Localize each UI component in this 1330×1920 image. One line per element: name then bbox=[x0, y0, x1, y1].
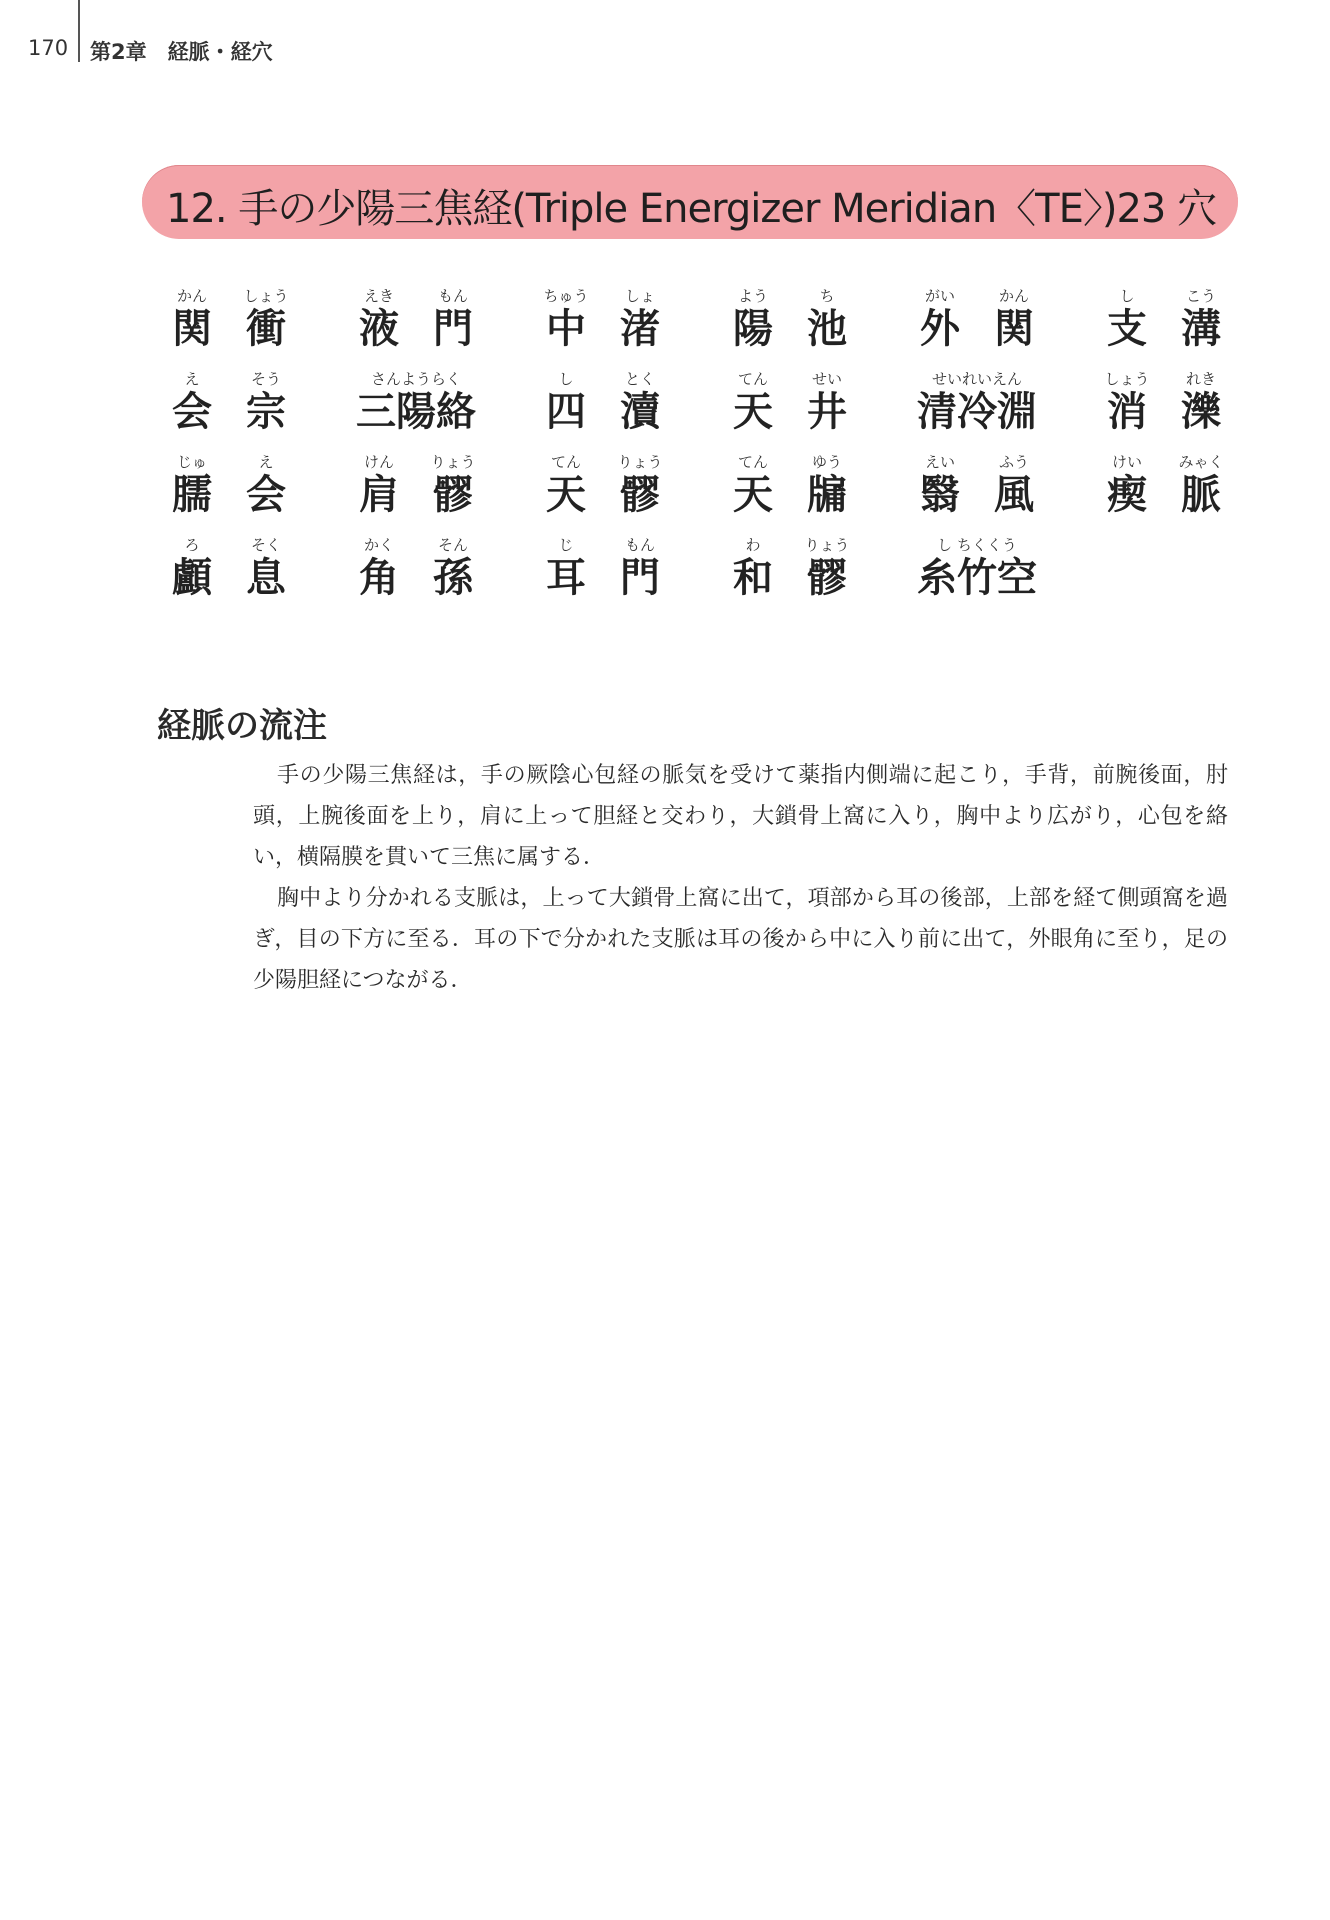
acupoint-kanji: 清冷淵 bbox=[917, 388, 1037, 435]
acupoint bbox=[342, 369, 529, 452]
acupoint-kanji: 関 bbox=[172, 305, 212, 352]
acupoint bbox=[1090, 286, 1277, 369]
acupoint-kanji: 天 bbox=[546, 471, 586, 518]
acupoint-ruby: しょう bbox=[1104, 370, 1150, 388]
acupoint-char bbox=[1090, 452, 1164, 535]
acupoint-ruby: そん bbox=[437, 536, 468, 554]
acupoint-kanji: 天 bbox=[733, 471, 773, 518]
acupoint-char bbox=[790, 286, 864, 369]
acupoint-ruby: そう bbox=[250, 370, 281, 388]
acupoint-kanji: 牖 bbox=[807, 471, 847, 518]
acupoint-kanji: 髎 bbox=[807, 554, 847, 601]
page-header bbox=[0, 0, 1330, 70]
body-paragraph: 胸中より分かれる支脈は，上って大鎖骨上窩に出て，項部から耳の後部，上部を経て側頭窩を過ぎ，目の下方に至る．耳の下で分かれた支脈は耳の後から中に入り前に出て，外眼角に至り，足の少陽胆経につながる． bbox=[253, 886, 1228, 993]
acupoint-kanji: 陽 bbox=[733, 305, 773, 352]
acupoint-kanji: 耳 bbox=[546, 554, 586, 601]
acupoint-char bbox=[529, 452, 603, 535]
acupoint-char bbox=[155, 452, 229, 535]
acupoint bbox=[716, 369, 903, 452]
acupoint-ruby: えい bbox=[924, 453, 955, 471]
acupoint-char bbox=[903, 452, 977, 535]
acupoint-char bbox=[603, 535, 677, 618]
acupoint-kanji: 肩 bbox=[359, 471, 399, 518]
acupoint-ruby: がい bbox=[924, 287, 955, 305]
acupoint-char bbox=[716, 535, 790, 618]
acupoint-kanji: 中 bbox=[546, 305, 586, 352]
acupoint-char bbox=[229, 535, 303, 618]
acupoint bbox=[903, 535, 1090, 618]
acupoint-ruby: わ bbox=[745, 536, 761, 554]
acupoint-ruby: え bbox=[258, 453, 274, 471]
acupoint bbox=[342, 452, 529, 535]
acupoint-char bbox=[155, 286, 229, 369]
acupoint-kanji: 和 bbox=[733, 554, 773, 601]
acupoint-kanji: 孫 bbox=[433, 554, 473, 601]
acupoint bbox=[716, 535, 903, 618]
acupoint-kanji: 髎 bbox=[620, 471, 660, 518]
acupoint bbox=[529, 286, 716, 369]
acupoint-char bbox=[229, 369, 303, 452]
acupoint-kanji: 臑 bbox=[172, 471, 212, 518]
acupoint bbox=[529, 369, 716, 452]
acupoint-kanji: 外 bbox=[920, 305, 960, 352]
acupoint bbox=[155, 452, 342, 535]
acupoint-ruby: し bbox=[1119, 287, 1135, 305]
acupoint-kanji: 角 bbox=[359, 554, 399, 601]
acupoint-kanji: 顱 bbox=[172, 554, 212, 601]
acupoint-char bbox=[229, 452, 303, 535]
acupoint-kanji: 池 bbox=[807, 305, 847, 352]
acupoint-ruby: そく bbox=[250, 536, 281, 554]
acupoint bbox=[903, 369, 1090, 452]
meridian-title-banner bbox=[142, 165, 1238, 239]
acupoint-ruby: りょう bbox=[617, 453, 663, 471]
acupoint-kanji: 溝 bbox=[1181, 305, 1221, 352]
acupoint bbox=[1090, 369, 1277, 452]
acupoint bbox=[342, 535, 529, 618]
acupoint-ruby: りょう bbox=[804, 536, 850, 554]
acupoint-char bbox=[229, 286, 303, 369]
acupoint-ruby: れき bbox=[1185, 370, 1216, 388]
acupoint-char bbox=[1164, 452, 1238, 535]
acupoint bbox=[342, 286, 529, 369]
acupoint bbox=[903, 452, 1090, 535]
acupoint bbox=[529, 452, 716, 535]
acupoint-kanji: 関 bbox=[994, 305, 1034, 352]
acupoint-ruby: よう bbox=[737, 287, 768, 305]
acupoint-char bbox=[342, 535, 416, 618]
acupoint-char bbox=[1164, 369, 1238, 452]
acupoint-ruby: かん bbox=[176, 287, 207, 305]
acupoint-kanji: 井 bbox=[807, 388, 847, 435]
acupoint-char bbox=[1164, 286, 1238, 369]
acupoint-char bbox=[603, 452, 677, 535]
acupoint-ruby: ゆう bbox=[811, 453, 842, 471]
acupoint-ruby: もん bbox=[437, 287, 468, 305]
acupoint-char bbox=[716, 369, 790, 452]
acupoint-kanji: 宗 bbox=[246, 388, 286, 435]
acupoint bbox=[529, 535, 716, 618]
acupoint-kanji: 天 bbox=[733, 388, 773, 435]
acupoint-ruby: とく bbox=[624, 370, 655, 388]
acupoint-ruby: しょ bbox=[624, 287, 655, 305]
acupoint-ruby: せいれいえん bbox=[931, 370, 1022, 388]
acupoint-ruby: けい bbox=[1111, 453, 1142, 471]
acupoint-ruby: こう bbox=[1185, 287, 1216, 305]
acupoint-char bbox=[416, 535, 490, 618]
acupoint-char bbox=[790, 452, 864, 535]
acupoint-char bbox=[529, 286, 603, 369]
acupoint-ruby: ちゅう bbox=[543, 287, 589, 305]
acupoint-char bbox=[342, 369, 490, 452]
section-heading: 経脈の流注 bbox=[157, 706, 327, 747]
acupoint-ruby: せい bbox=[811, 370, 842, 388]
acupoint-grid bbox=[155, 286, 1224, 618]
acupoint bbox=[155, 369, 342, 452]
acupoint-char bbox=[603, 369, 677, 452]
acupoint-kanji: 門 bbox=[433, 305, 473, 352]
section-body bbox=[253, 755, 1228, 1001]
acupoint bbox=[716, 286, 903, 369]
acupoint-kanji: 髎 bbox=[433, 471, 473, 518]
acupoint-kanji: 瘈 bbox=[1107, 471, 1147, 518]
acupoint-kanji: 息 bbox=[246, 554, 286, 601]
acupoint-char bbox=[903, 535, 1051, 618]
acupoint-char bbox=[155, 535, 229, 618]
header-divider bbox=[78, 0, 80, 62]
acupoint-ruby: え bbox=[184, 370, 200, 388]
acupoint-ruby: もん bbox=[624, 536, 655, 554]
acupoint-char bbox=[903, 369, 1051, 452]
acupoint-char bbox=[716, 286, 790, 369]
acupoint-kanji: 糸竹空 bbox=[917, 554, 1037, 601]
acupoint-ruby: かん bbox=[998, 287, 1029, 305]
acupoint-char bbox=[716, 452, 790, 535]
acupoint-char bbox=[529, 535, 603, 618]
acupoint-char bbox=[155, 369, 229, 452]
acupoint-ruby: りょう bbox=[430, 453, 476, 471]
acupoint-ruby: し ちくくう bbox=[937, 536, 1017, 554]
acupoint-ruby: てん bbox=[737, 370, 768, 388]
acupoint-ruby: じ bbox=[558, 536, 574, 554]
acupoint bbox=[716, 452, 903, 535]
body-paragraph: 手の少陽三焦経は，手の厥陰心包経の脈気を受けて薬指内側端に起こり，手背，前腕後面，肘頭，上腕後面を上り，肩に上って胆経と交わり，大鎖骨上窩に入り，胸中より広がり，心包を絡い，横隔膜を貫いて三焦に属する． bbox=[253, 763, 1228, 870]
acupoint-char bbox=[903, 286, 977, 369]
acupoint-char bbox=[1090, 369, 1164, 452]
acupoint-char bbox=[529, 369, 603, 452]
acupoint-kanji: 三陽絡 bbox=[356, 388, 476, 435]
acupoint-ruby: しょう bbox=[243, 287, 289, 305]
acupoint-char bbox=[790, 535, 864, 618]
acupoint-char bbox=[416, 452, 490, 535]
acupoint bbox=[155, 535, 342, 618]
acupoint-kanji: 会 bbox=[246, 471, 286, 518]
acupoint-kanji: 消 bbox=[1107, 388, 1147, 435]
acupoint-ruby: ろ bbox=[184, 536, 200, 554]
acupoint-kanji: 四 bbox=[546, 388, 586, 435]
acupoint bbox=[1090, 452, 1277, 535]
acupoint-ruby: けん bbox=[363, 453, 394, 471]
page-number: 170 bbox=[28, 36, 69, 60]
chapter-title: 第2章 経脈・経穴 bbox=[90, 40, 273, 64]
acupoint-ruby: ふう bbox=[998, 453, 1029, 471]
meridian-title: 12. 手の少陽三焦経(Triple Energizer Meridian〈TE〉)23 穴 bbox=[166, 186, 1217, 232]
acupoint-ruby: じゅ bbox=[176, 453, 207, 471]
acupoint-ruby: てん bbox=[737, 453, 768, 471]
acupoint-ruby: し bbox=[558, 370, 574, 388]
acupoint-kanji: 脈 bbox=[1181, 471, 1221, 518]
acupoint-ruby: みゃく bbox=[1178, 453, 1224, 471]
acupoint bbox=[155, 286, 342, 369]
acupoint-char bbox=[603, 286, 677, 369]
acupoint-kanji: 翳 bbox=[920, 471, 960, 518]
acupoint-char bbox=[1090, 286, 1164, 369]
acupoint-ruby: かく bbox=[363, 536, 394, 554]
acupoint-kanji: 門 bbox=[620, 554, 660, 601]
acupoint-kanji: 瀆 bbox=[620, 388, 660, 435]
acupoint-kanji: 濼 bbox=[1181, 388, 1221, 435]
acupoint-char bbox=[790, 369, 864, 452]
acupoint-char bbox=[977, 452, 1051, 535]
acupoint bbox=[903, 286, 1090, 369]
acupoint-kanji: 支 bbox=[1107, 305, 1147, 352]
acupoint-kanji: 会 bbox=[172, 388, 212, 435]
acupoint-ruby: さんようらく bbox=[370, 370, 461, 388]
acupoint-char bbox=[342, 286, 416, 369]
acupoint-ruby: ち bbox=[819, 287, 835, 305]
acupoint-char bbox=[342, 452, 416, 535]
acupoint-kanji: 渚 bbox=[620, 305, 660, 352]
acupoint-char bbox=[977, 286, 1051, 369]
acupoint-ruby: えき bbox=[363, 287, 394, 305]
acupoint-kanji: 風 bbox=[994, 471, 1034, 518]
acupoint-kanji: 液 bbox=[359, 305, 399, 352]
acupoint-ruby: てん bbox=[550, 453, 581, 471]
acupoint-char bbox=[416, 286, 490, 369]
acupoint-kanji: 衝 bbox=[246, 305, 286, 352]
